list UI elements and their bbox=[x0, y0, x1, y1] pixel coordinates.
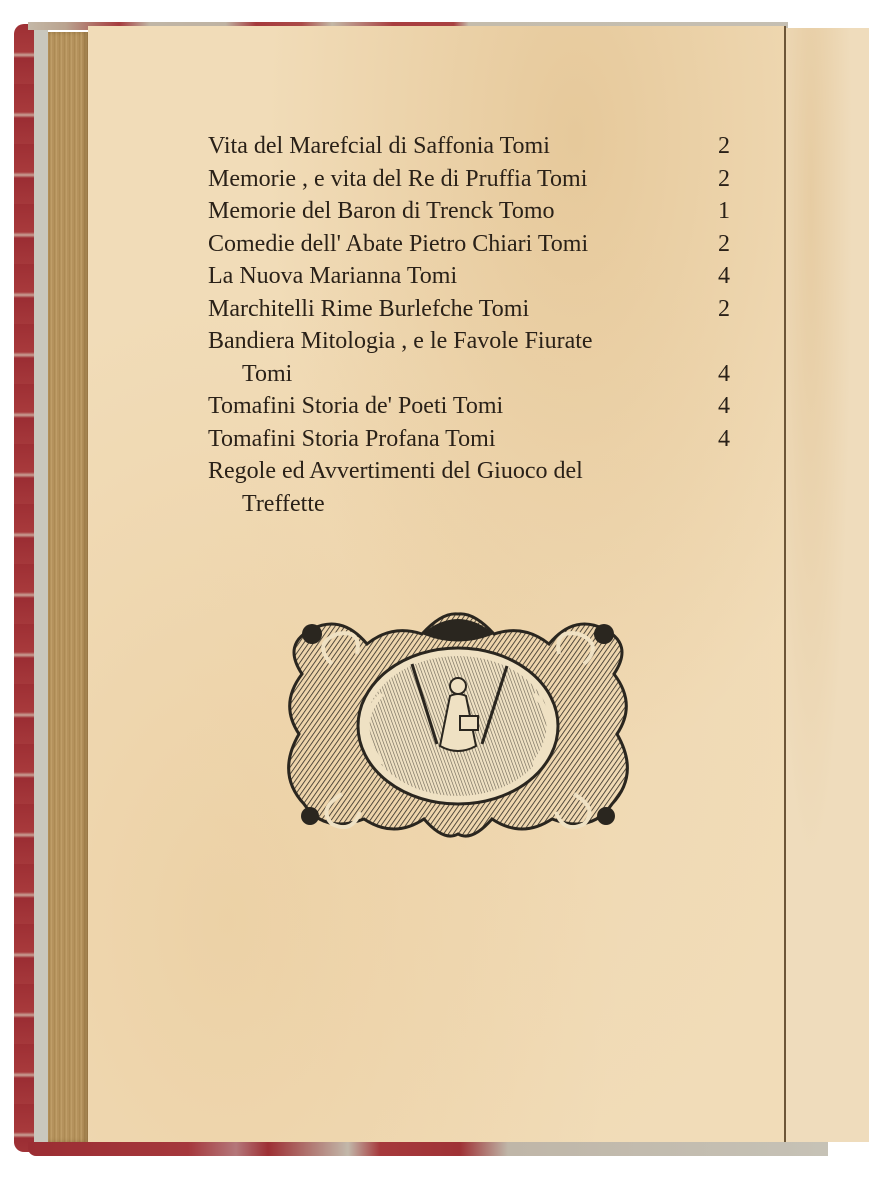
list-item-continuation bbox=[208, 358, 730, 391]
entry-title: Comedie dell' Abate Pietro Chiari Tomi bbox=[208, 230, 589, 257]
list-item bbox=[208, 390, 730, 423]
list-item bbox=[208, 130, 730, 163]
entry-title: Tomafini Storia Profana Tomi bbox=[208, 425, 496, 452]
marbled-cover-bottom-edge bbox=[28, 1142, 828, 1156]
marbled-cover-left bbox=[14, 24, 34, 1152]
entry-title: Regole ed Avvertimenti del Giuoco del bbox=[208, 458, 583, 484]
entry-title: Vita del Marefcial di Saffonia Tomi bbox=[208, 133, 550, 159]
entry-title: Tomafini Storia de' Poeti Tomi bbox=[208, 393, 504, 419]
entry-volumes: 2 bbox=[718, 230, 730, 257]
list-item bbox=[208, 228, 730, 261]
entry-volumes: 4 bbox=[718, 263, 730, 289]
list-item bbox=[208, 195, 730, 228]
entry-volumes: 4 bbox=[718, 425, 730, 452]
woodcut-ornament-icon bbox=[272, 604, 644, 846]
entry-volumes: 2 bbox=[718, 133, 730, 159]
list-item bbox=[208, 293, 730, 326]
list-item bbox=[208, 455, 730, 488]
entry-volumes: 2 bbox=[718, 295, 730, 322]
entry-title: Memorie del Baron di Trenck Tomo bbox=[208, 198, 555, 224]
list-item-continuation bbox=[208, 488, 730, 521]
right-page bbox=[786, 28, 869, 1142]
entry-volumes: 1 bbox=[718, 198, 730, 224]
entry-volumes: 4 bbox=[718, 393, 730, 419]
book-list bbox=[208, 130, 730, 520]
entry-title: Bandiera Mitologia , e le Favole Fiurate bbox=[208, 328, 593, 354]
page-block-edges bbox=[48, 32, 88, 1142]
entry-volumes: 2 bbox=[718, 165, 730, 192]
entry-continuation: Treffette bbox=[242, 490, 325, 517]
entry-continuation: Tomi bbox=[242, 360, 293, 387]
list-item bbox=[208, 325, 730, 358]
entry-title: Memorie , e vita del Re di Pruffia Tomi bbox=[208, 165, 588, 192]
list-item bbox=[208, 260, 730, 293]
entry-title: La Nuova Marianna Tomi bbox=[208, 263, 458, 289]
pastedown-strip bbox=[34, 30, 48, 1142]
list-item bbox=[208, 423, 730, 456]
list-item bbox=[208, 163, 730, 196]
entry-title: Marchitelli Rime Burlefche Tomi bbox=[208, 295, 530, 322]
entry-volumes: 4 bbox=[718, 360, 730, 387]
